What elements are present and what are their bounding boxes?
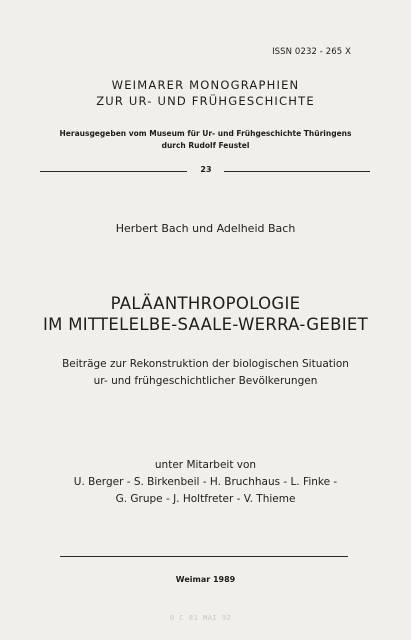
subtitle-line-1: Beiträge zur Rekonstruktion der biologischen Situation — [62, 358, 349, 370]
collaborators-line-1: U. Berger - S. Birkenbeil - H. Bruchhaus - L. Finke - — [73, 476, 338, 488]
collaborators-line-2: G. Grupe - J. Holtfreter - V. Thieme — [115, 493, 296, 505]
publisher-line-1: Herausgegeben vom Museum für Ur- und Frühgeschichte Thüringens — [59, 129, 352, 138]
issn-number: ISSN 0232 - 265 X — [272, 47, 351, 57]
volume-number: 23 — [200, 165, 212, 174]
publisher-line-2: durch Rudolf Feustel — [161, 141, 250, 150]
collaboration-heading: unter Mitarbeit von — [154, 459, 257, 471]
divider-rule-right — [224, 171, 370, 172]
divider-rule-left — [40, 171, 187, 172]
authors: Herbert Bach und Adelheid Bach — [115, 222, 296, 235]
bottom-divider — [60, 556, 348, 557]
subtitle-line-2: ur- und frühgeschichtlicher Bevölkerungen — [93, 375, 318, 387]
library-stamp: 0 C 81 MAI 92 — [170, 614, 232, 622]
series-title-line-1: WEIMARER MONOGRAPHIEN — [111, 78, 300, 92]
place-and-year: Weimar 1989 — [175, 575, 236, 584]
series-title-line-2: ZUR UR- UND FRÜHGESCHICHTE — [96, 94, 315, 108]
book-title-line-2: IM MITTELELBE-SAALE-WERRA-GEBIET — [43, 315, 368, 334]
volume-divider — [40, 162, 370, 182]
book-title-line-1: PALÄANTHROPOLOGIE — [110, 294, 301, 313]
